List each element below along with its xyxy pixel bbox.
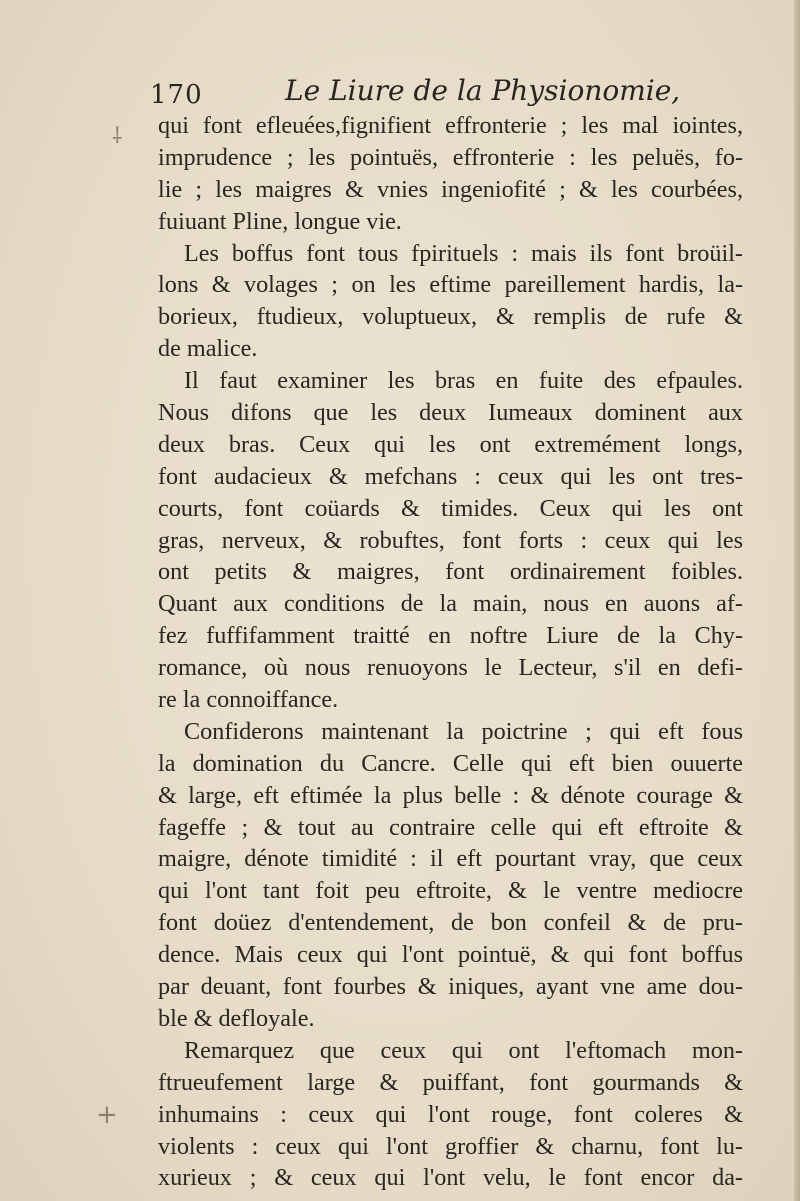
text-line: violents : ceux qui l'ont groffier & charnu, font lu- [158,1132,743,1160]
text-line: fageffe ; & tout au contraire celle qui eft eftroite & [158,813,743,841]
text-line: gras, nerveux, & robuftes, font forts : ceux qui les [158,526,743,554]
text-line: maigre, dénote timidité : il eft pourtant vray, que ceux [158,845,743,873]
text-line: font doüez d'entendement, de bon confeil & de pru- [158,909,743,937]
text-line: & large, eft eftimée la plus belle : & dénote courage & [158,781,743,809]
text-line: qui l'ont tant foit peu eftroite, & le ventre mediocre [158,877,743,905]
margin-pencil-mark: ⸸ [112,124,123,149]
text-line: dence. Mais ceux qui l'ont pointuë, & qui font boffus [158,941,743,969]
text-line: lons & volages ; on les eftime pareillement hardis, la- [158,271,743,299]
text-line: fuiuant Pline, longue vie. [158,207,402,235]
text-line: par deuant, font fourbes & iniques, ayant vne ame dou- [158,973,743,1001]
text-line: re la connoiffance. [158,686,339,714]
page-header [150,74,681,114]
text-line: Remarquez que ceux qui ont l'eftomach mon- [184,1036,743,1064]
text-line: Nous difons que les deux Iumeaux dominent aux [158,399,743,427]
text-line: ftrueufement large & puiffant, font gourmands & [158,1068,743,1096]
text-line: romance, où nous renuoyons le Lecteur, s'il en defi- [158,654,743,682]
margin-pencil-mark: + [96,1100,118,1130]
text-line: Il faut examiner les bras en fuite des efpaules. [184,367,743,395]
text-line: deux bras. Ceux qui les ont extremément longs, [158,430,743,458]
text-line: lie ; les maigres & vnies ingeniofité ; & les courbées, [158,175,743,203]
text-line: imprudence ; les pointuës, effronterie : les peluës, fo- [158,143,743,171]
text-line: courts, font coüards & timides. Ceux qui les ont [158,494,743,522]
running-title: Le Liure de la Physionomie, [285,74,681,107]
page-edge [794,0,800,1201]
text-line: Confiderons maintenant la poictrine ; qui eft fous [184,717,743,745]
text-line: inhumains : ceux qui l'ont rouge, font coleres & [158,1100,743,1128]
text-line: font audacieux & mefchans : ceux qui les ont tres- [158,462,743,490]
text-line: xurieux ; & ceux qui l'ont velu, le font encor da- [158,1164,743,1192]
text-line: la domination du Cancre. Celle qui eft bien ouuerte [158,749,743,777]
text-line: Quant aux conditions de la main, nous en auons af- [158,590,743,618]
text-line: ont petits & maigres, font ordinairement foibles. [158,558,743,586]
text-line: Les boffus font tous fpirituels : mais ils font broüil- [184,239,743,267]
text-line: de malice. [158,335,258,363]
body-text [158,110,743,1194]
text-line: ble & defloyale. [158,1004,315,1032]
page-number: 170 [150,80,203,110]
text-line: fez fuffifamment traitté en noftre Liure de la Chy- [158,622,743,650]
text-line: qui font efleuées,fignifient effronterie ; les mal iointes, [158,112,743,139]
text-line: borieux, ftudieux, voluptueux, & remplis de rufe & [158,303,743,331]
